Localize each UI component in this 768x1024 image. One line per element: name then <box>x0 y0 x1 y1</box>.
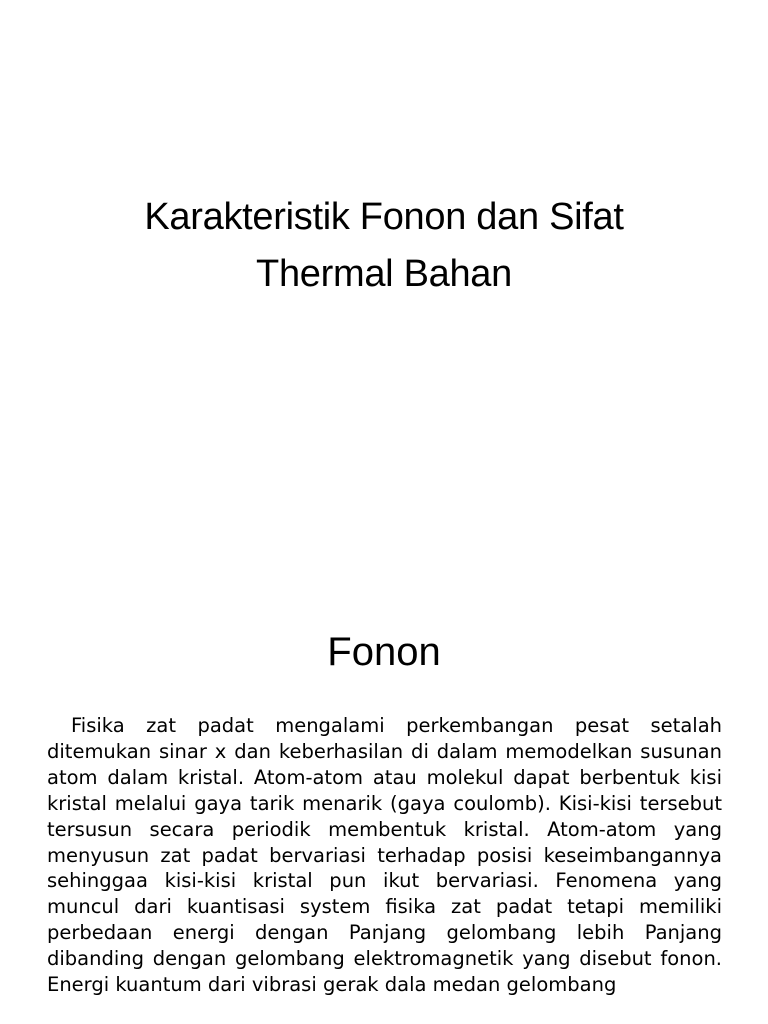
section-title: Fonon <box>327 630 441 674</box>
document-title-line-2: Thermal Bahan <box>256 253 512 295</box>
content-slide <box>0 576 768 1024</box>
document-title <box>60 189 708 303</box>
document-title-line-1: Karakteristik Fonon dan Sifat <box>144 196 624 238</box>
body-paragraph: Fisika zat padat mengalami perkembangan pesat setalah ditemukan sinar x dan keberhasilan di dalam memodelkan susunan atom dalam kristal. Atom-atom atau molekul dapat berbentuk kisi kristal melalui gaya tarik menarik (gaya coulomb). Kisi-kisi tersebut tersusun secara periodik membentuk kristal. Atom-atom yang menyusun zat padat bervariasi terhadap posisi keseimbangannya sehinggaa kisi-kisi kristal pun ikut bervariasi. Fenomena yang muncul dari kuantisasi system fisika zat padat tetapi memiliki perbedaan energi dengan Panjang gelombang lebih Panjang dibanding dengan gelombang elektromagnetik yang disebut fonon. Energi kuantum dari vibrasi gerak dala medan gelombang <box>47 714 722 997</box>
